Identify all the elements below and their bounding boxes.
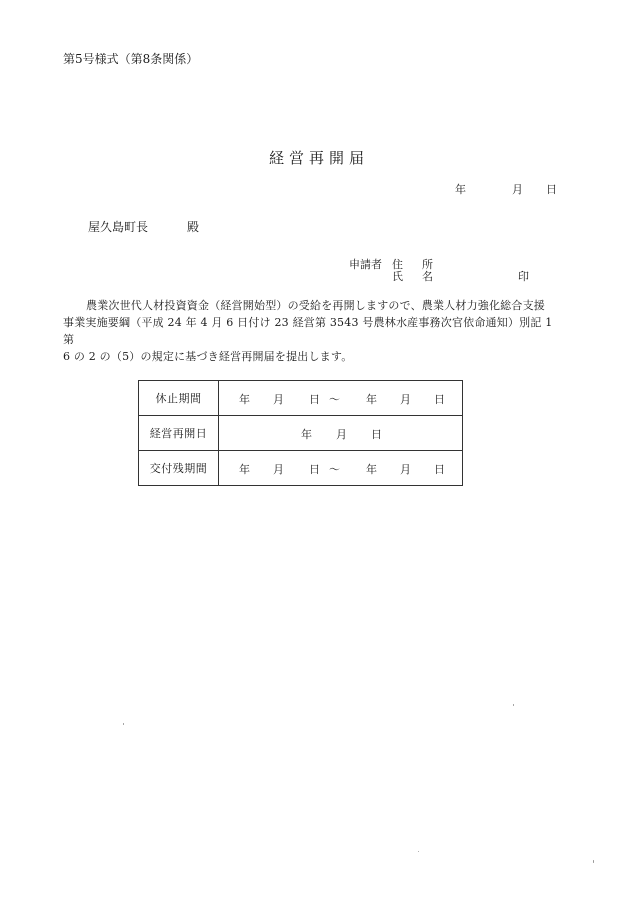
resumption-date-value <box>219 416 463 451</box>
scan-speck <box>123 723 124 725</box>
body-line: 6 の 2 の（5）の規定に基づき経営再開届を提出します。 <box>63 350 353 363</box>
to-month: 月 <box>400 463 411 476</box>
date-day-label: 日 <box>546 183 557 196</box>
scan-speck <box>418 851 419 852</box>
resume-month: 月 <box>336 428 347 441</box>
row-label-remaining-period: 交付残期間 <box>139 451 219 486</box>
from-month: 月 <box>273 393 284 406</box>
range-tilde: ～ <box>329 393 340 406</box>
addressee-honorific: 殿 <box>187 220 200 234</box>
from-day: 日 <box>309 393 320 406</box>
resume-day: 日 <box>371 428 382 441</box>
to-day: 日 <box>434 393 445 406</box>
from-year: 年 <box>239 393 250 406</box>
scan-speck <box>513 704 514 706</box>
period-table <box>138 380 463 486</box>
form-number: 第5号様式（第8条関係） <box>63 52 199 66</box>
suspension-period-value <box>219 381 463 416</box>
applicant-label: 申請者 <box>349 258 382 271</box>
from-day: 日 <box>309 463 320 476</box>
table-row-resumption-date <box>139 416 463 451</box>
remaining-period-value <box>219 451 463 486</box>
to-year: 年 <box>366 463 377 476</box>
date-month-label: 月 <box>512 183 523 196</box>
body-line: 農業次世代人材投資資金（経営開始型）の受給を再開しますので、農業人材力強化総合支援 <box>86 299 545 312</box>
body-paragraph <box>63 297 563 365</box>
body-line: 事業実施要綱（平成 24 年 4 月 6 日付け 23 経営第 3543 号農林水産事務次官依命通知）別記 1 第 <box>63 316 553 346</box>
to-month: 月 <box>400 393 411 406</box>
table-row-remaining-period <box>139 451 463 486</box>
table-row-suspension-period <box>139 381 463 416</box>
row-label-suspension-period: 休止期間 <box>139 381 219 416</box>
range-tilde: ～ <box>329 463 340 476</box>
from-year: 年 <box>239 463 250 476</box>
name-label: 氏 名 <box>392 270 437 283</box>
to-day: 日 <box>434 463 445 476</box>
address-label: 住 所 <box>392 258 437 271</box>
row-label-resumption-date: 経営再開日 <box>139 416 219 451</box>
to-year: 年 <box>366 393 377 406</box>
document-title: 経営再開届 <box>268 149 369 167</box>
addressee: 屋久島町長 <box>88 220 149 234</box>
from-month: 月 <box>273 463 284 476</box>
scan-speck <box>593 860 594 863</box>
seal-mark: 印 <box>518 270 529 283</box>
resume-year: 年 <box>301 428 312 441</box>
date-year-label: 年 <box>455 183 466 196</box>
